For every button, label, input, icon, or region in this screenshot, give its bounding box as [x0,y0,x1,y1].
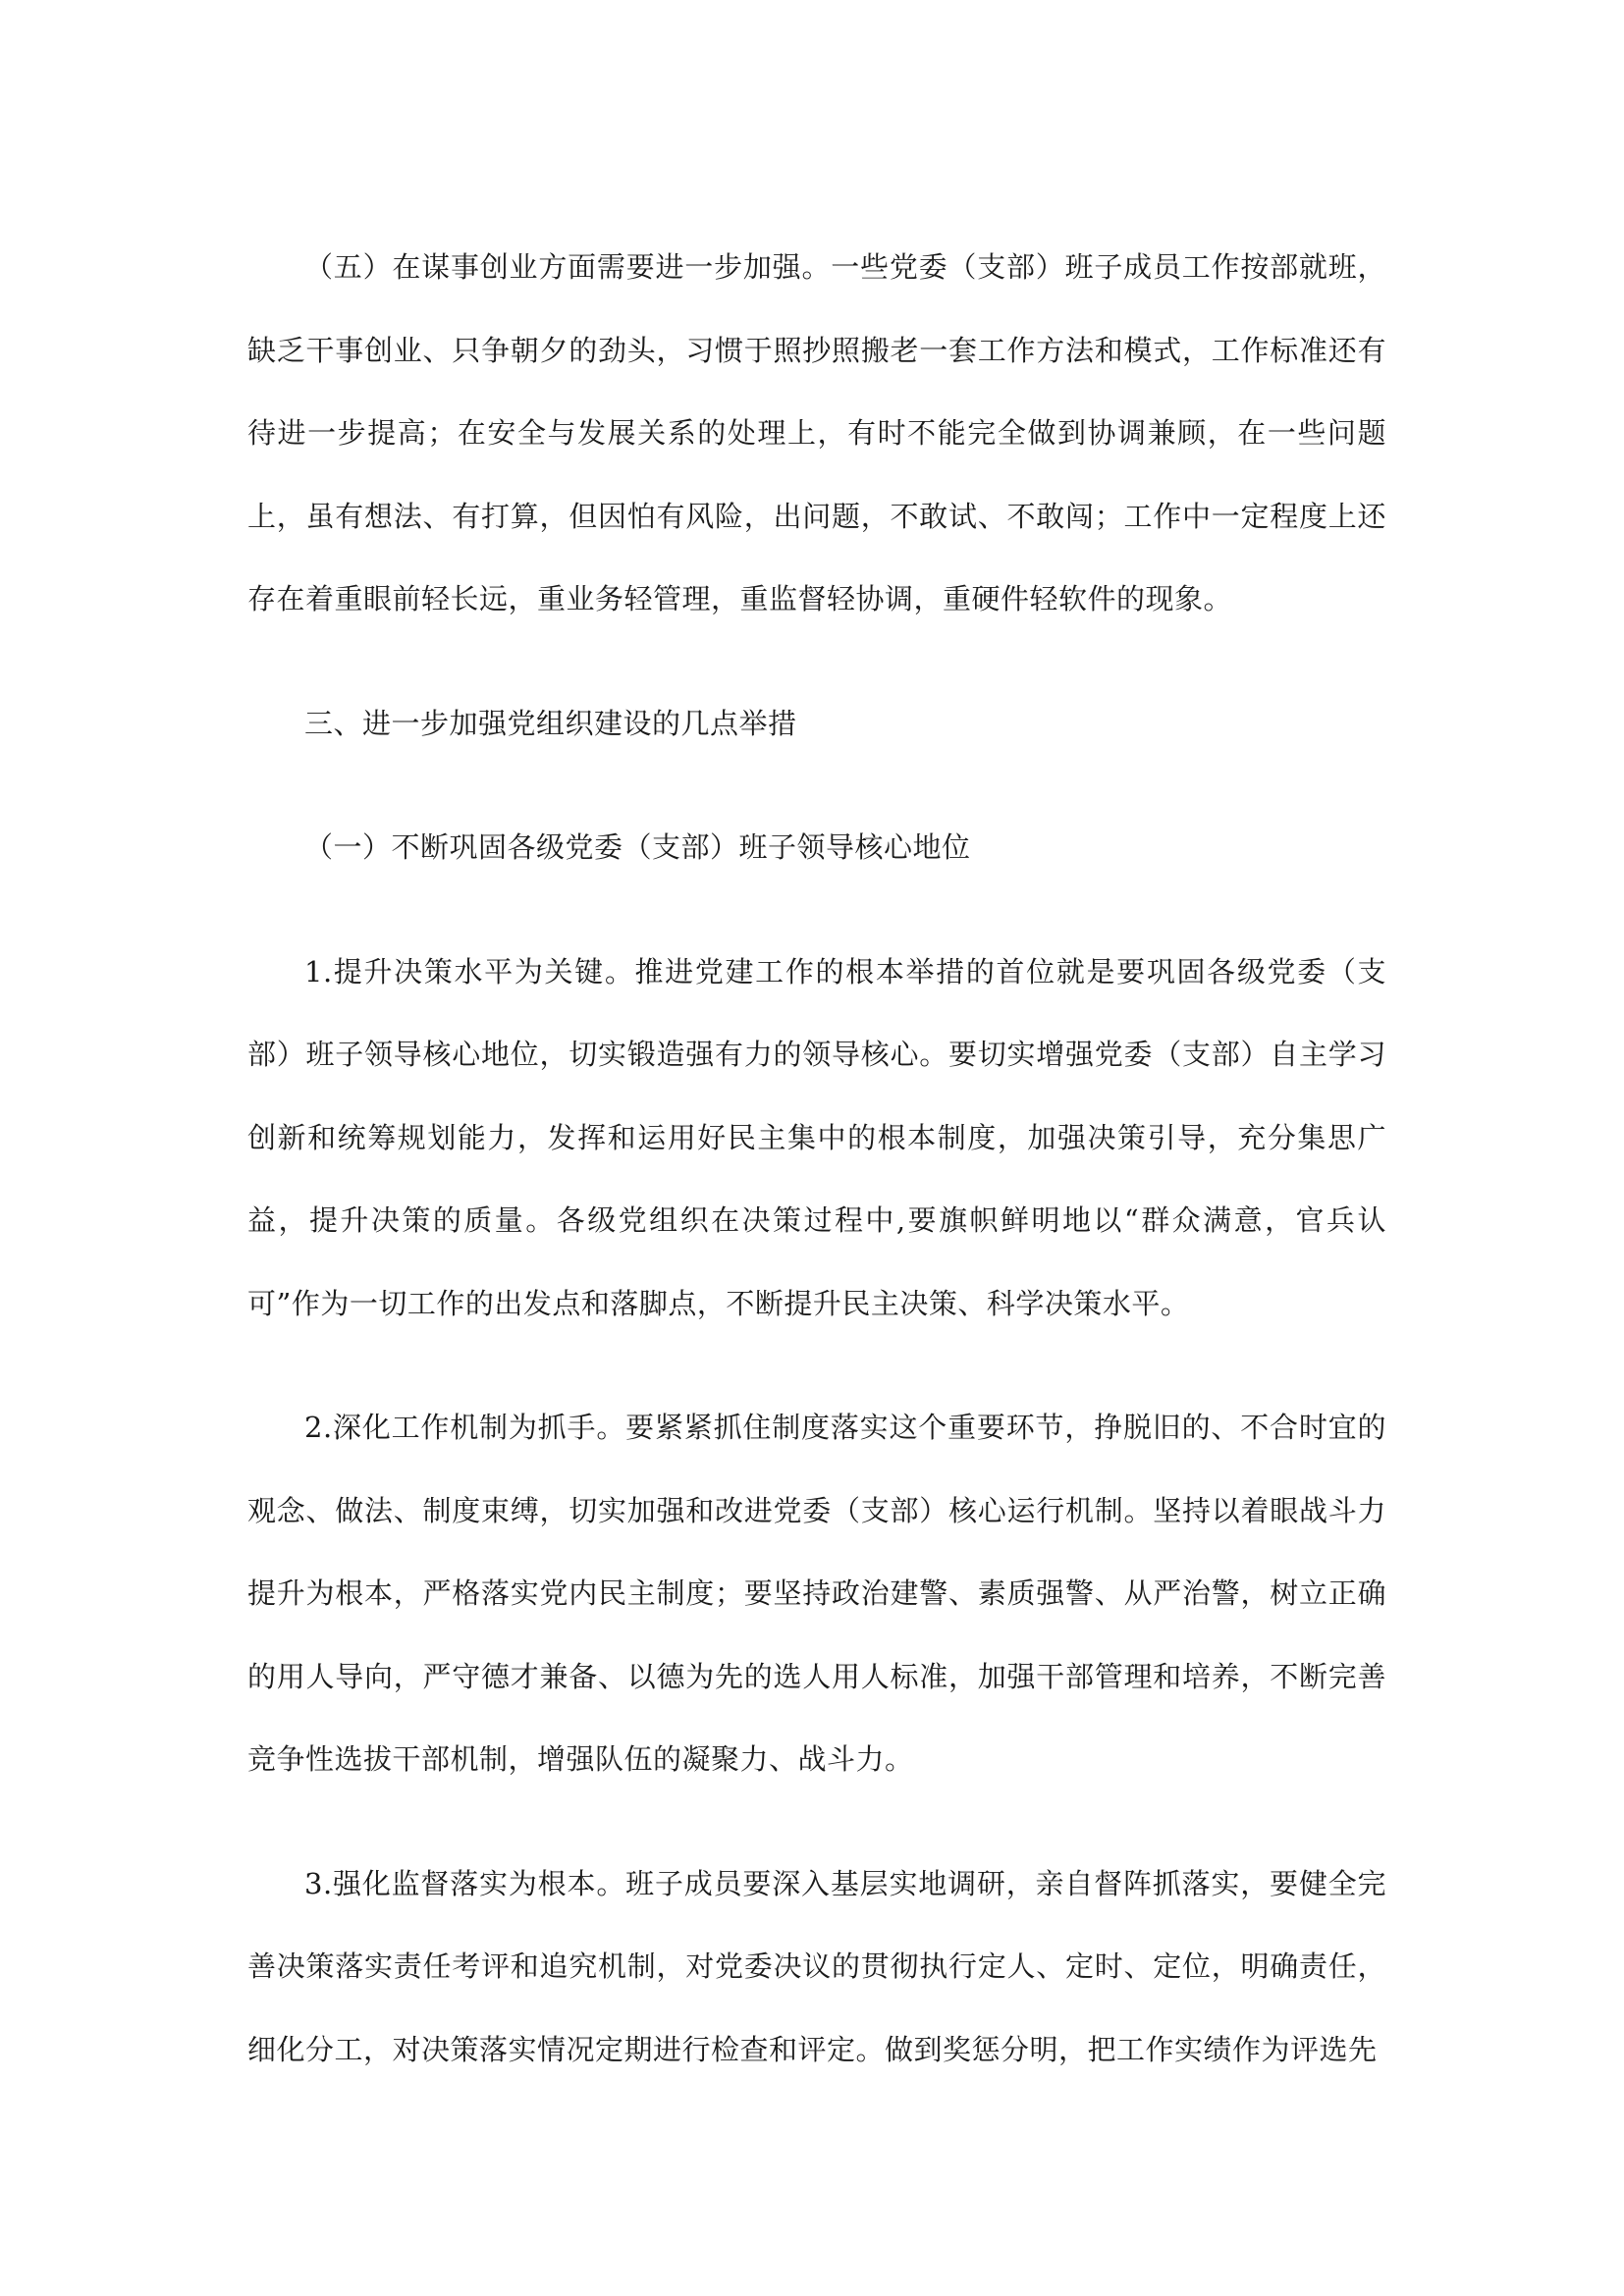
document-page [247,226,1386,2091]
section-heading-three: 三、进一步加强党组织建设的几点举措 [304,706,797,740]
paragraph-item-3: 3.强化监督落实为根本。班子成员要深入基层实地调研，亲自督阵抓落实，要健全完善决策落实责任考评和追究机制，对党委决议的贯彻执行定人、定时、定位，明确责任，细化分工，对决策落实情况定期进行检查和评定。做到奖惩分明，把工作实绩作为评选先 [247,1866,1386,2066]
paragraph-item-2: 2.深化工作机制为抓手。要紧紧抓住制度落实这个重要环节，挣脱旧的、不合时宜的观念、做法、制度束缚，切实加强和改进党委（支部）核心运行机制。坚持以着眼战斗力提升为根本，严格落实党内民主制度；要坚持政治建警、素质强警、从严治警，树立正确的用人导向，严守德才兼备、以德为先的选人用人标准，加强干部管理和培养，不断完善竞争性选拔干部机制，增强队伍的凝聚力、战斗力。 [247,1411,1386,1776]
paragraph-item-1: 1.提升决策水平为关键。推进党建工作的根本举措的首位就是要巩固各级党委（支部）班子领导核心地位，切实锻造强有力的领导核心。要切实增强党委（支部）自主学习创新和统筹规划能力，发挥和运用好民主集中的根本制度，加强决策引导，充分集思广益，提升决策的质量。各级党组织在决策过程中,要旗帜鲜明地以“群众满意，官兵认可”作为一切工作的出发点和落脚点，不断提升民主决策、科学决策水平。 [247,954,1386,1320]
paragraph-section-five: （五）在谋事创业方面需要进一步加强。一些党委（支部）班子成员工作按部就班，缺乏干事创业、只争朝夕的劲头，习惯于照抄照搬老一套工作方法和模式，工作标准还有待进一步提高；在安全与发展关系的处理上，有时不能完全做到协调兼顾，在一些问题上，虽有想法、有打算，但因怕有风险，出问题，不敢试、不敢闯；工作中一定程度上还存在着重眼前轻长远，重业务轻管理，重监督轻协调，重硬件轻软件的现象。 [247,250,1386,615]
subsection-heading-one: （一）不断巩固各级党委（支部）班子领导核心地位 [304,830,971,864]
